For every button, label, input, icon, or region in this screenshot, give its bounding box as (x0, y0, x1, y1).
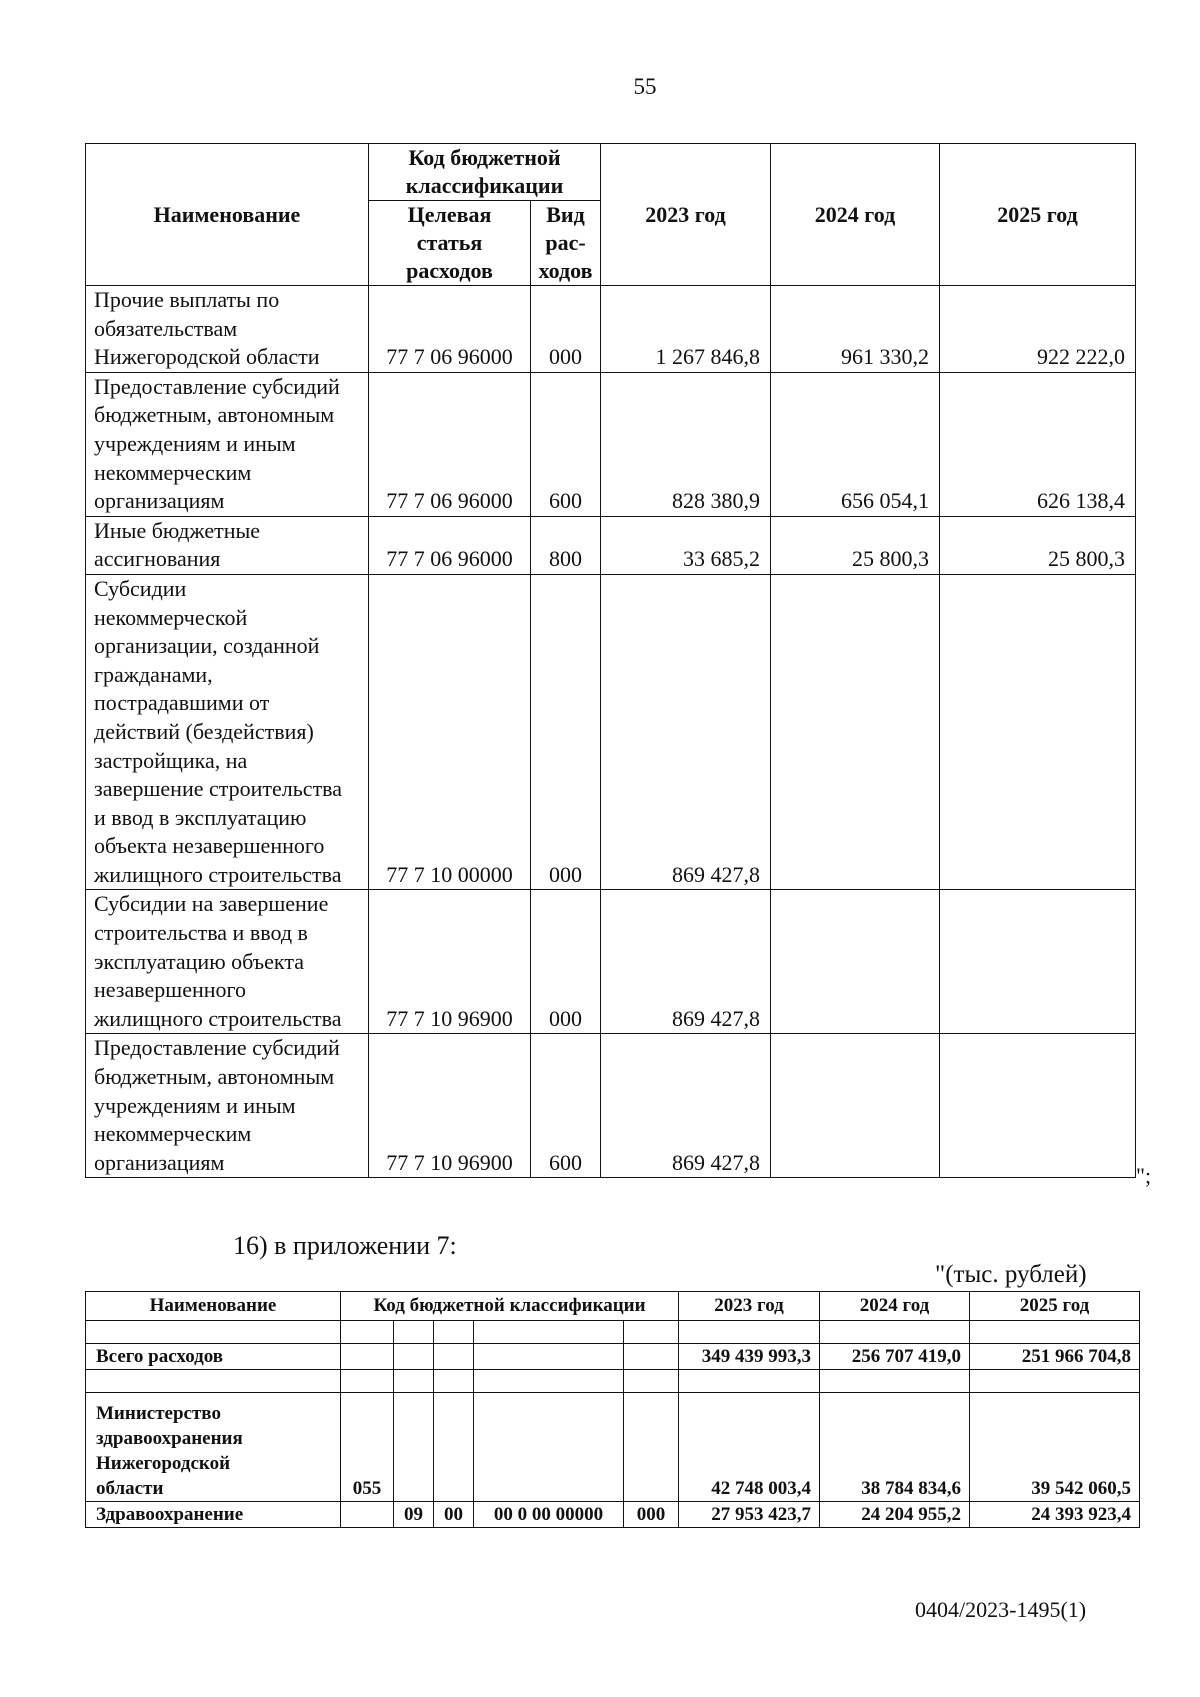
row-name-line: жилищного строительства (94, 1005, 342, 1031)
header-kind-line: ходов (538, 258, 593, 283)
row-name-line: Предоставление субсидий (94, 1035, 340, 1061)
header-name: Наименование (86, 144, 369, 286)
ministry-name-line: Нижегородской (96, 1453, 231, 1474)
health-name: Здравоохранение (86, 1502, 341, 1528)
header-target-line: расходов (406, 258, 493, 283)
row-name-line: Предоставление субсидий (94, 373, 340, 399)
total-2024: 256 707 419,0 (820, 1344, 970, 1370)
table-row (86, 286, 1136, 373)
header-code-group-line: Код бюджетной (408, 145, 561, 170)
row-name-line: ассигнования (94, 546, 221, 572)
table-row (86, 516, 1136, 574)
row-name (86, 286, 369, 373)
row-name-line: бюджетным, автономным (94, 402, 335, 428)
ministry-code: 055 (341, 1393, 394, 1502)
row-name (86, 1034, 369, 1178)
row-value-2024: 25 800,3 (771, 516, 940, 574)
row-value-2025 (940, 574, 1136, 890)
table2-header-2024: 2024 год (820, 1292, 970, 1321)
total-2025: 251 966 704,8 (970, 1344, 1140, 1370)
row-kind-code: 800 (531, 516, 601, 574)
section-heading: 16) в приложении 7: (233, 1231, 457, 1260)
total-name: Всего расходов (86, 1344, 341, 1370)
row-name-line: жилищного строительства (94, 861, 342, 887)
row-value-2023: 869 427,8 (601, 890, 771, 1034)
row-name-line: некоммерческой (94, 604, 248, 630)
row-name-line: организациям (94, 488, 225, 514)
row-name-line: Нижегородской области (94, 344, 320, 370)
table-row (86, 372, 1136, 516)
ministry-name-line: Министерство (96, 1403, 221, 1424)
row-value-2025: 626 138,4 (940, 372, 1136, 516)
ministry-name-line: области (96, 1478, 164, 1499)
header-code-group-line: классификации (405, 173, 564, 198)
blank-row (86, 1370, 1140, 1393)
row-value-2025: 922 222,0 (940, 286, 1136, 373)
document-number: 0404/2023-1495(1) (915, 1597, 1087, 1622)
table2-header-row (86, 1292, 1140, 1321)
row-name-line: Иные бюджетные (94, 517, 261, 543)
row-kind-code: 000 (531, 286, 601, 373)
ministry-2023: 42 748 003,4 (679, 1393, 820, 1502)
row-name-line: некоммерческим (94, 459, 252, 485)
total-row (86, 1344, 1140, 1370)
row-kind-code: 600 (531, 372, 601, 516)
header-row (86, 144, 1136, 201)
end-quote: "; (1136, 1163, 1152, 1188)
ministry-2025: 39 542 060,5 (970, 1393, 1140, 1502)
table2-header-code: Код бюджетной классификации (341, 1292, 679, 1321)
header-target-line: Целевая (407, 202, 492, 227)
row-name-line: учреждениям и иным (94, 1092, 296, 1118)
row-name-line: организациям (94, 1149, 225, 1175)
row-value-2023: 33 685,2 (601, 516, 771, 574)
header-code-group (369, 144, 601, 201)
row-name-line: гражданами, (94, 661, 213, 687)
table-row (86, 1034, 1136, 1178)
blank-row (86, 1321, 1140, 1344)
total-2023: 349 439 993,3 (679, 1344, 820, 1370)
row-target-code: 77 7 10 00000 (369, 574, 531, 890)
header-2024: 2024 год (771, 144, 940, 286)
health-subsection-code: 00 (434, 1502, 474, 1528)
ministry-row (86, 1393, 1140, 1502)
row-kind-code: 000 (531, 574, 601, 890)
ministry-name-line: здравоохранения (96, 1428, 243, 1449)
header-2023: 2023 год (601, 144, 771, 286)
row-value-2025: 25 800,3 (940, 516, 1136, 574)
page-number: 55 (633, 74, 657, 99)
table-row (86, 574, 1136, 890)
row-name (86, 372, 369, 516)
row-value-2024: 656 054,1 (771, 372, 940, 516)
table2-header-2025: 2025 год (970, 1292, 1140, 1321)
row-name-line: некоммерческим (94, 1121, 252, 1147)
row-name-line: эксплуатацию объекта (94, 948, 304, 974)
row-name-line: Субсидии (94, 575, 187, 601)
row-target-code: 77 7 06 96000 (369, 372, 531, 516)
row-target-code: 77 7 10 96900 (369, 1034, 531, 1178)
health-2025: 24 393 923,4 (970, 1502, 1140, 1528)
header-kind-line: Вид (546, 202, 585, 227)
row-name-line: строительства и ввод в (94, 920, 308, 946)
row-name-line: Субсидии на завершение (94, 891, 329, 917)
row-value-2023: 869 427,8 (601, 574, 771, 890)
row-value-2024 (771, 1034, 940, 1178)
row-value-2023: 869 427,8 (601, 1034, 771, 1178)
health-2024: 24 204 955,2 (820, 1502, 970, 1528)
row-name-line: незавершенного (94, 977, 247, 1003)
row-name-line: пострадавшими от (94, 690, 270, 716)
row-value-2023: 1 267 846,8 (601, 286, 771, 373)
row-value-2024 (771, 890, 940, 1034)
row-target-code: 77 7 06 96000 (369, 516, 531, 574)
header-target (369, 201, 531, 286)
table2-header-2023: 2023 год (679, 1292, 820, 1321)
health-row (86, 1502, 1140, 1528)
table1-body (86, 286, 1136, 1178)
units-label: "(тыс. рублей) (935, 1261, 1087, 1288)
row-name-line: объекта незавершенного (94, 833, 325, 859)
row-kind-code: 600 (531, 1034, 601, 1178)
ministry-name (86, 1393, 341, 1502)
table-row (86, 890, 1136, 1034)
row-kind-code: 000 (531, 890, 601, 1034)
row-name (86, 516, 369, 574)
budget-table-2 (85, 1291, 1140, 1528)
row-name-line: обязательствам (94, 315, 238, 341)
header-kind-line: рас- (545, 230, 586, 255)
row-name (86, 890, 369, 1034)
row-target-code: 77 7 06 96000 (369, 286, 531, 373)
header-2025: 2025 год (940, 144, 1136, 286)
ministry-2024: 38 784 834,6 (820, 1393, 970, 1502)
table2-header-name: Наименование (86, 1292, 341, 1321)
row-name-line: организации, созданной (94, 633, 320, 659)
row-value-2025 (940, 890, 1136, 1034)
row-name-line: завершение строительства (94, 776, 343, 802)
row-value-2024: 961 330,2 (771, 286, 940, 373)
row-value-2024 (771, 574, 940, 890)
row-name-line: застройщика, на (94, 747, 248, 773)
row-value-2023: 828 380,9 (601, 372, 771, 516)
row-name-line: действий (бездействия) (94, 718, 314, 744)
budget-table-1 (85, 143, 1136, 1178)
row-name (86, 574, 369, 890)
health-kind-code: 000 (624, 1502, 679, 1528)
row-name-line: и ввод в эксплуатацию (94, 804, 307, 830)
row-target-code: 77 7 10 96900 (369, 890, 531, 1034)
row-value-2025 (940, 1034, 1136, 1178)
row-name-line: учреждениям и иным (94, 430, 296, 456)
row-name-line: Прочие выплаты по (94, 287, 280, 312)
health-section-code: 09 (394, 1502, 434, 1528)
header-kind (531, 201, 601, 286)
row-name-line: бюджетным, автономным (94, 1064, 335, 1090)
health-2023: 27 953 423,7 (679, 1502, 820, 1528)
health-target-code: 00 0 00 00000 (474, 1502, 624, 1528)
header-target-line: статья (416, 230, 483, 255)
